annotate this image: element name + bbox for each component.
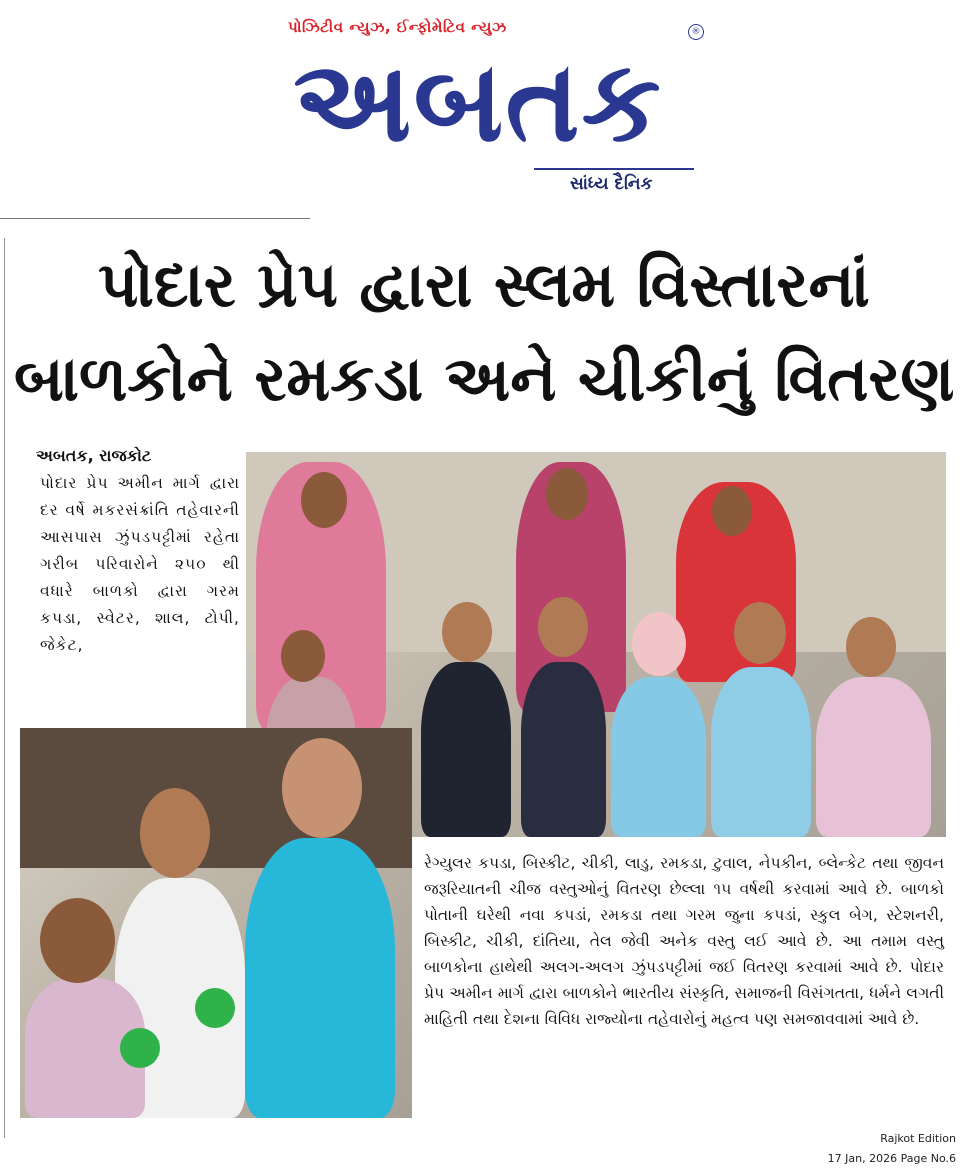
article-photo-children: [20, 728, 412, 1118]
headline-line-1: પોદાર પ્રેપ દ્વારા સ્લમ વિસ્તારનાં: [98, 248, 870, 321]
article-dateline: અબતક, રાજકોટ: [36, 446, 152, 465]
column-rule: [4, 238, 5, 1138]
date-page-label: 17 Jan, 2026 Page No.6: [827, 1152, 956, 1165]
article-column-2: રેગ્યુલર કપડા, બિસ્કીટ, ચીકી, લાડુ, રમકડા, ટુવાલ, નેપકીન, બ્લેન્કેટ તથા જીવન જરૂરિયાતની ચીજ વસ્તુઓનું વિતરણ છેલ્લા ૧૫ વર્ષથી કરવામાં આવે છે. બાળકો પોતાની ઘરેથી નવા કપડાં, રમકડા તથા ગરમ જુના કપડાં, સ્કુલ બેગ, સ્ટેશનરી, બિસ્કીટ, ચીકી, દાંતિયા, તેલ જેવી અનેક વસ્તુ લઈ આવે છે. આ તમામ વસ્તુ બાળકોના હાથેથી અલગ-અલગ ઝુંપડપટ્ટીમાં જઈ વિતરણ કરવામાં આવે છે. પોદાર પ્રેપ અમીન માર્ગ દ્વારા બાળકોને ભારતીય સંસ્કૃતિ, સમાજની વિસંગતતા, ધર્મને લગતી માહિતી તથા દેશના વિવિધ રાજ્યોના તહેવારોનું મહત્વ પણ સમજાવવામાં આવે છે.: [424, 854, 944, 1028]
article-column-1: પોદાર પ્રેપ અમીન માર્ગ દ્વારા દર વર્ષે મકરસંક્રાંતિ તહેવારની આસપાસ ઝુંપડપટ્ટીમાં રહેતા ગરીબ પરિવારોને ૨૫૦ થી વધારે બાળકો દ્વારા ગરમ કપડા, સ્વેટર, શાલ, ટોપી, જેકેટ,: [40, 474, 240, 654]
registered-mark: ®: [688, 24, 704, 40]
masthead-subtitle: સાંધ્ય દૈનિક: [570, 174, 653, 194]
article-headline: [14, 238, 954, 426]
newspaper-logo: અબતક: [293, 37, 663, 167]
headline-line-2: બાળકોને રમકડા અને ચીકીનું વિતરણ: [14, 342, 955, 415]
logo-underline: [534, 168, 694, 170]
masthead-tagline: પોઝિટીવ ન્યુઝ, ઈન્ફોમેટિવ ન્યુઝ: [288, 18, 507, 36]
section-divider: [0, 218, 310, 219]
edition-label: Rajkot Edition: [880, 1132, 956, 1145]
